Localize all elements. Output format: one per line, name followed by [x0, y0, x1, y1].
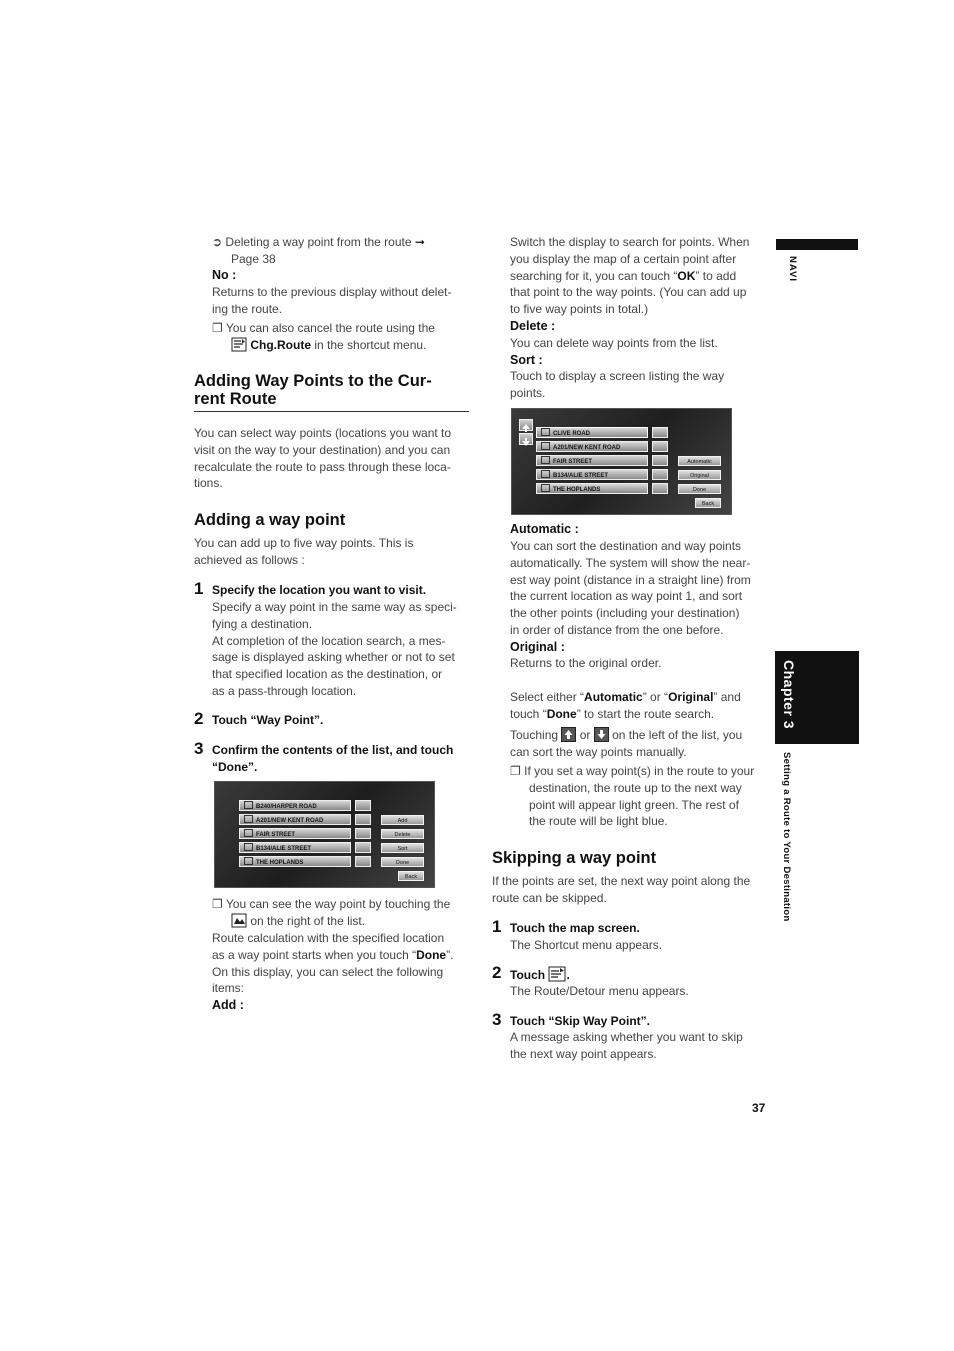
- skip-step-1-title: Touch the map screen.: [510, 921, 640, 935]
- waypoint-list-screenshot: [214, 781, 435, 888]
- view-icon: [652, 441, 668, 452]
- automatic-label: Automatic :: [510, 522, 579, 536]
- page-number: 37: [752, 1101, 766, 1115]
- list-item: FAIR STREET: [239, 828, 351, 839]
- skip-step-1-number: 1: [492, 917, 502, 936]
- list-item: B134/ALIE STREET: [239, 842, 351, 853]
- down-arrow-icon: [594, 727, 609, 742]
- list-item: THE HOPLANDS: [239, 856, 351, 867]
- step-2-title: Touch “Way Point”.: [212, 713, 324, 727]
- no-description: Returns to the previous display without delet- ing the route.: [212, 285, 452, 316]
- view-icon: [355, 800, 371, 811]
- view-icon: [652, 427, 668, 438]
- no-label: No :: [212, 268, 237, 282]
- note-view-way-point: ❐ You can see the way point by touching the on the right of the list.: [212, 897, 451, 928]
- route-menu-icon: [548, 966, 566, 982]
- skip-step-3-title: Touch “Skip Way Point”.: [510, 1014, 651, 1028]
- step-1-title: Specify the location you want to visit.: [212, 583, 427, 597]
- add-label: Add :: [212, 998, 244, 1012]
- skip-intro: If the points are set, the next way point along the route can be skipped.: [492, 874, 751, 905]
- view-icon: [652, 469, 668, 480]
- heading-skipping-way-point: Skipping a way point: [492, 849, 657, 867]
- view-icon: [652, 455, 668, 466]
- intro-paragraph: You can select way points (locations you want to visit on the way to your destination) and you can recalculate the route to pass through these loca- tions.: [194, 426, 452, 491]
- switch-display-paragraph: Switch the display to search for points. When you display the map of a certain point after searching for it, you can touch “OK” to add that point to the way points. (You can add up to five way points in total.): [510, 235, 750, 317]
- list-item: A201/NEW KENT ROAD: [239, 814, 351, 825]
- sort-label: Sort :: [510, 353, 543, 367]
- step-3-title: Confirm the contents of the list, and touch “Done”.: [212, 743, 454, 774]
- automatic-description: You can sort the destination and way points automatically. The system will show the near- est way point (distance in a straight line) from the current location as way point 1, and sort the other points (including your destination) in order of distance from the one before.: [510, 539, 751, 637]
- view-icon: [355, 842, 371, 853]
- step-2-number: 2: [194, 709, 204, 728]
- original-description: Returns to the original order.: [510, 656, 662, 670]
- skip-step-2-text: The Route/Detour menu appears.: [510, 984, 689, 998]
- skip-step-3-text: A message asking whether you want to skip the next way point appears.: [510, 1030, 743, 1061]
- navi-tab-bar: [776, 239, 858, 250]
- cross-ref-note: ➲ Deleting a way point from the route ➞ Page 38: [212, 235, 425, 266]
- list-item: B240/HARPER ROAD: [239, 800, 351, 811]
- original-button: Original: [678, 470, 721, 480]
- note-box-icon: ❐: [212, 321, 223, 335]
- list-item: A201/NEW KENT ROAD: [536, 441, 648, 452]
- route-menu-icon: [231, 337, 247, 352]
- sort-screen-screenshot: [511, 408, 732, 515]
- list-item: CLIVE ROAD: [536, 427, 648, 438]
- skip-step-2-number: 2: [492, 963, 502, 982]
- list-item: THE HOPLANDS: [536, 483, 648, 494]
- step-1-text: Specify a way point in the same way as speci- fying a destination. At completion of the location search, a mes- sage is displayed asking whether or not to set that specified location as the destination, or as a pass-through location.: [212, 600, 457, 698]
- select-paragraph: Select either “Automatic” or “Original” and touch “Done” to start the route search.: [510, 690, 741, 721]
- note-cancel-route: ❐ You can also cancel the route using the Chg.Route in the shortcut menu.: [212, 321, 435, 352]
- done-button: Done: [381, 857, 424, 867]
- route-calc-paragraph: Route calculation with the specified location as a way point starts when you touch “Done”. On this display, you can select the following items:: [212, 931, 454, 996]
- sort-button: Sort: [381, 843, 424, 853]
- heading-rule: [194, 411, 469, 412]
- note-box-icon: ❐: [212, 897, 223, 911]
- back-button: Back: [695, 498, 721, 508]
- up-arrow-icon: [561, 727, 576, 742]
- list-item: FAIR STREET: [536, 455, 648, 466]
- view-icon: [355, 856, 371, 867]
- original-label: Original :: [510, 640, 565, 654]
- view-icon: [652, 483, 668, 494]
- done-button: Done: [678, 484, 721, 494]
- note-box-icon: ❐: [510, 764, 521, 778]
- step-1-number: 1: [194, 579, 204, 598]
- heading-adding-way-points: Adding Way Points to the Cur- rent Route: [194, 372, 432, 408]
- manual-sort-paragraph: Touching or on the left of the list, you can sort the way points manually.: [510, 728, 743, 759]
- step-3-number: 3: [194, 739, 204, 758]
- heading-adding-a-way-point: Adding a way point: [194, 511, 346, 529]
- delete-description: You can delete way points from the list.: [510, 336, 718, 350]
- view-icon: [355, 814, 371, 825]
- skip-step-3-number: 3: [492, 1010, 502, 1029]
- skip-step-1-text: The Shortcut menu appears.: [510, 938, 663, 952]
- add-intro: You can add up to five way points. This is achieved as follows :: [194, 536, 414, 567]
- list-item: B134/ALIE STREET: [536, 469, 648, 480]
- skip-step-2-title: Touch .: [510, 968, 570, 982]
- move-down-icon: [519, 433, 533, 445]
- map-view-icon: [231, 913, 247, 928]
- section-label: Setting a Route to Your Destination: [781, 752, 792, 922]
- navi-label: NAVI: [787, 256, 798, 282]
- ref-arrow-icon: ➲: [212, 235, 223, 249]
- view-icon: [355, 828, 371, 839]
- sort-description: Touch to display a screen listing the way points.: [510, 369, 725, 400]
- automatic-button: Automatic: [678, 456, 721, 466]
- chapter-label: Chapter 3: [781, 660, 797, 730]
- add-button: Add: [381, 815, 424, 825]
- delete-button: Delete: [381, 829, 424, 839]
- note-route-colors: ❐ If you set a way point(s) in the route to your destination, the route up to the next way point will appear light green. The rest of the route will be light blue.: [510, 764, 755, 829]
- back-button: Back: [398, 871, 424, 881]
- right-arrow-icon: ➞: [414, 235, 425, 249]
- move-up-icon: [519, 419, 533, 431]
- delete-label: Delete :: [510, 319, 556, 333]
